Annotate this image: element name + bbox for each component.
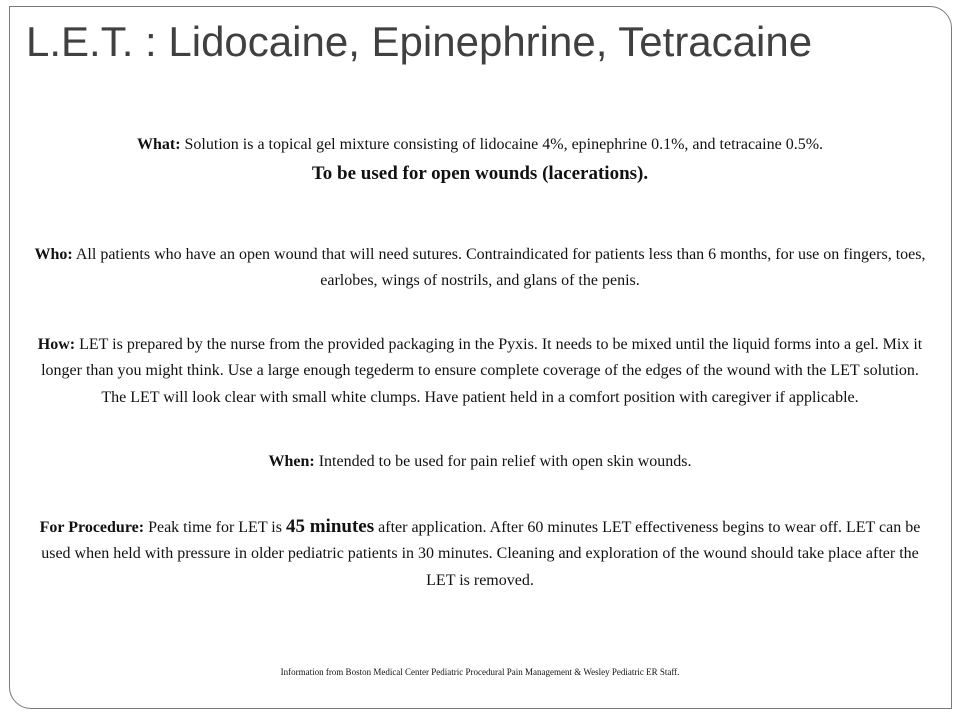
who-label: Who: (34, 245, 73, 263)
when-paragraph (30, 449, 930, 476)
procedure-highlight: 45 minutes (285, 515, 375, 537)
when-label: When: (268, 453, 315, 470)
how-text: LET is prepared by the nurse from the provided packaging in the Pyxis. It needs to be mixed until the liquid forms into a gel. Mix it longer than you might think. Use a large enough tegederm to ensure complete coverage of the edges of the wound with the LET solution. The LET will look clear with small white clumps. Have patient held in a comfort position with caregiver if applicable. (41, 335, 923, 406)
procedure-label: For Procedure: (39, 518, 145, 536)
procedure-paragraph (30, 514, 930, 595)
slide-title: L.E.T. : Lidocaine, Epinephrine, Tetracaine (26, 18, 813, 65)
slide-body (30, 132, 930, 594)
how-label: How: (37, 335, 76, 353)
when-text: Intended to be used for pain relief with open skin wounds. (314, 453, 692, 470)
procedure-text-after: after application. After 60 minutes LET effectiveness begins to wear off. LET can be used when held with pressure in older pediatric patients in 30 minutes. Cleaning and exploration of the wound should take place after the LET is removed. (41, 518, 921, 589)
what-text: Solution is a topical gel mixture consisting of lidocaine 4%, epinephrine 0.1%, and tetracaine 0.5%. (180, 136, 824, 153)
source-footnote: Information from Boston Medical Center Pediatric Procedural Pain Management & Wesley Pediatric ER Staff. (280, 667, 680, 677)
who-text: All patients who have an open wound that will need sutures. Contraindicated for patients less than 6 months, for use on fingers, toes, earlobes, wings of nostrils, and glans of the penis. (72, 245, 926, 289)
procedure-text-before: Peak time for LET is (144, 518, 286, 536)
how-paragraph (30, 332, 930, 412)
what-label: What: (136, 136, 181, 153)
what-emphasis: To be used for open wounds (lacerations). (311, 162, 649, 184)
what-paragraph (30, 132, 930, 159)
who-paragraph (30, 242, 930, 295)
